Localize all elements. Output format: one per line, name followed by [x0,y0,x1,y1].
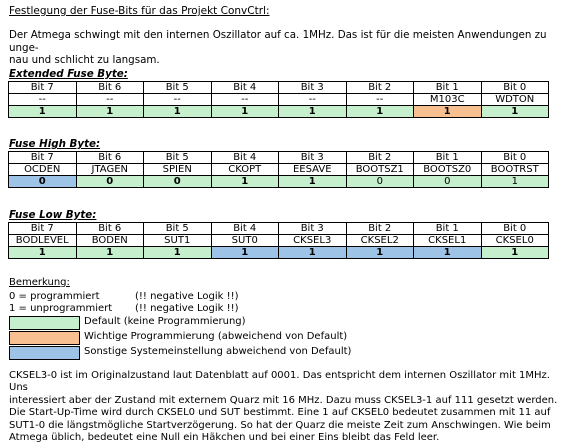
bit-header-cell: Bit 1 [414,223,482,235]
fuse-value-cell: 1 [414,247,482,259]
fuse-value-cell: 1 [144,247,212,259]
fuse-name-cell: JTAGEN [76,164,144,176]
fuse-name-cell: CKSEL3 [279,235,347,247]
bit-header-cell: Bit 4 [211,223,279,235]
fuse-name-cell: BODLEVEL [9,235,77,247]
bit-header-cell: Bit 2 [346,152,414,164]
extended-fuse-heading: Extended Fuse Byte: [9,68,128,80]
bit-header-cell: Bit 4 [211,152,279,164]
legend-swatch-other [9,346,80,360]
legend-label-default: Default (keine Programmierung) [84,316,246,327]
fuse-value-cell: 1 [481,176,549,188]
explanation-line: Atmega üblich, bedeutet eine Null ein Häkchen und bei einer Eins bleibt das Feld leer. [9,432,440,444]
fuse-value-cell: 0 [144,176,212,188]
bit-header-cell: Bit 0 [481,152,549,164]
page-title: Festlegung der Fuse-Bits für das Projekt ConvCtrl: [9,5,270,17]
fuse-name-cell: -- [144,94,212,106]
fuse-value-cell: 1 [144,106,212,118]
fuse-name-cell: M103C [414,94,482,106]
fuse-name-cell: BODEN [76,235,144,247]
bit-header-cell: Bit 0 [481,82,549,94]
fuse-value-cell: 1 [76,247,144,259]
bit-header-row [9,82,549,94]
fuse-value-cell: 0 [9,176,77,188]
bit-header-cell: Bit 2 [346,82,414,94]
low-fuse-heading: Fuse Low Byte: [9,209,97,221]
fuse-name-cell: BOOTSZ0 [414,164,482,176]
intro-line: Der Atmega schwingt mit den internen Oszillator auf ca. 1MHz. Das ist für die meisten Anwendungen zu unge- [9,29,547,54]
fuse-name-cell: SUT0 [211,235,279,247]
fuse-name-row [9,164,549,176]
legend-swatch-default [9,316,80,330]
fuse-value-cell: 1 [211,106,279,118]
logic-note-0: (!! negative Logik !!) [135,291,239,302]
bit-header-cell: Bit 1 [414,152,482,164]
bit-header-cell: Bit 5 [144,223,212,235]
logic-line-0: 0 = programmiert [9,291,100,302]
fuse-name-cell: -- [279,94,347,106]
bit-header-cell: Bit 3 [279,82,347,94]
explanation-line: interessiert aber der Zustand mit externem Quarz mit 16 MHz. Dazu muss CKSEL3-1 auf 111 gesetzt werden. [9,394,558,406]
fuse-value-cell: 1 [346,106,414,118]
fuse-value-cell: 0 [414,176,482,188]
fuse-value-cell: 1 [279,176,347,188]
logic-note-1: (!! negative Logik !!) [135,303,239,314]
bit-header-row [9,152,549,164]
low-fuse-table [8,222,549,259]
fuse-name-cell: -- [76,94,144,106]
bit-header-cell: Bit 3 [279,152,347,164]
legend-label-other: Sonstige Systemeinstellung abweichend von Default) [84,346,352,357]
intro-paragraph [9,29,569,67]
fuse-name-cell: CKSEL2 [346,235,414,247]
fuse-name-cell: EESAVE [279,164,347,176]
bit-header-cell: Bit 6 [76,223,144,235]
bit-header-cell: Bit 4 [211,82,279,94]
fuse-name-cell: SUT1 [144,235,212,247]
explanation-line: CKSEL3-0 ist im Originalzustand laut Datenblatt auf 0001. Das entspricht dem internen Oszillator mit 1MHz. Uns [9,370,550,394]
fuse-name-row [9,94,549,106]
fuse-value-row [9,176,549,188]
bit-header-cell: Bit 5 [144,152,212,164]
bit-header-cell: Bit 6 [76,82,144,94]
bit-header-cell: Bit 0 [481,223,549,235]
fuse-name-cell: -- [9,94,77,106]
fuse-name-cell: CKSEL0 [481,235,549,247]
fuse-value-cell: 1 [481,247,549,259]
bit-header-cell: Bit 7 [9,82,77,94]
fuse-name-cell: -- [346,94,414,106]
explanation-line: Die Start-Up-Time wird durch CKSEL0 und SUT bestimmt. Eine 1 auf CKSEL0 bedeutet zusammen mit 11 auf [9,407,551,419]
bit-header-cell: Bit 1 [414,82,482,94]
bit-header-row [9,223,549,235]
fuse-name-cell: -- [211,94,279,106]
fuse-value-cell: 1 [346,247,414,259]
high-fuse-table [8,151,549,188]
bit-header-cell: Bit 5 [144,82,212,94]
remarks-heading: Bemerkung: [9,277,70,288]
explanation-line: SUT1-0 die längstmögliche Startverzögerung. So hat der Quarz die meiste Zeit zum Anschwingen. Wie beim [9,419,551,431]
fuse-name-row [9,235,549,247]
intro-line: nau und schlicht zu langsam. [9,54,160,66]
fuse-name-cell: WDTON [481,94,549,106]
fuse-value-cell: 1 [211,247,279,259]
fuse-value-cell: 1 [414,106,482,118]
fuse-value-cell: 0 [76,176,144,188]
fuse-value-cell: 1 [9,247,77,259]
fuse-name-cell: BOOTSZ1 [346,164,414,176]
fuse-value-cell: 1 [481,106,549,118]
fuse-value-row [9,247,549,259]
fuse-name-cell: OCDEN [9,164,77,176]
bit-header-cell: Bit 7 [9,152,77,164]
bit-header-cell: Bit 6 [76,152,144,164]
fuse-name-cell: CKSEL1 [414,235,482,247]
fuse-value-cell: 1 [279,247,347,259]
bit-header-cell: Bit 3 [279,223,347,235]
bit-header-cell: Bit 7 [9,223,77,235]
fuse-value-cell: 1 [279,106,347,118]
fuse-name-cell: SPIEN [144,164,212,176]
fuse-value-cell: 1 [76,106,144,118]
legend-swatch-important [9,331,80,345]
fuse-name-cell: CKOPT [211,164,279,176]
fuse-value-row [9,106,549,118]
high-fuse-heading: Fuse High Byte: [9,138,101,150]
fuse-name-cell: BOOTRST [481,164,549,176]
fuse-value-cell: 1 [9,106,77,118]
bit-header-cell: Bit 2 [346,223,414,235]
explanation-paragraph [9,370,569,444]
logic-line-1: 1 = unprogrammiert [9,303,113,314]
fuse-value-cell: 0 [346,176,414,188]
fuse-value-cell: 1 [211,176,279,188]
extended-fuse-table [8,81,549,118]
legend-label-important: Wichtige Programmierung (abweichend von Default) [84,331,348,342]
